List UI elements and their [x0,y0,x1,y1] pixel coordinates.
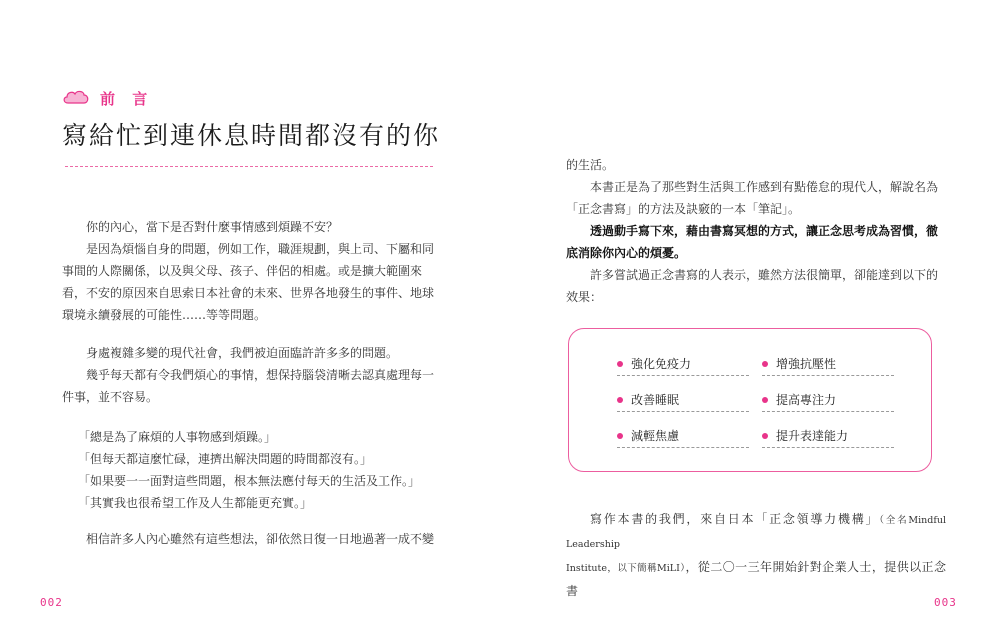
page-number: 003 [934,596,957,609]
text-line: 許多嘗試過正念書寫的人表示，雖然方法很簡單，卻能達到以下的 [590,268,939,282]
benefit-item: 提升表達能力 [762,427,897,457]
right-text-top [566,154,938,308]
text-line: 相信許多人內心雖然有這些想法，卻依然日復一日地過著一成不變 [86,532,435,546]
benefit-item: 改善睡眠 [617,391,752,421]
text-line: 的生活。 [566,158,615,172]
benefits-box [568,328,932,472]
bullet-icon [762,433,768,439]
page-title: 寫給忙到連休息時間都沒有的你 [62,121,441,150]
bullet-icon [762,361,768,367]
bullet-icon [617,361,623,367]
paragraph-2 [62,342,434,408]
quote-line: 「如果要一一面對這些問題，根本無法應付每天的生活及工作。」 [78,474,421,488]
text-line: 環境永續發展的可能性……等等問題。 [62,308,267,322]
benefit-item: 提高專注力 [762,391,897,421]
right-page [500,0,1000,642]
paragraph-3 [62,528,434,550]
text-line: 件事，並不容易。 [62,390,159,404]
quote-line: 「總是為了麻煩的人事物感到煩躁。」 [78,430,277,444]
bullet-icon [617,433,623,439]
right-text-bottom [566,508,946,602]
quote-line: 「但每天都這麼忙碌，連擠出解決問題的時間都沒有。」 [78,452,373,466]
text-line: Institute，以下簡稱MiLI），從二〇一三年開始針對企業人士，提供以正念書 [566,560,946,598]
text-line: 幾乎每天都有令我們煩心的事情，想保持腦袋清晰去認真處理每一 [86,368,435,382]
text-line: 是因為煩惱自身的問題，例如工作，職涯規劃，與上司、下屬和同 [86,242,435,256]
text-line: 效果： [566,290,603,304]
benefit-item: 增強抗壓性 [762,355,897,385]
quotes-block [78,426,438,514]
paragraph-1 [62,216,434,326]
section-label: 前 言 [100,90,154,108]
text-line: 身處複雜多變的現代社會，我們被迫面臨許許多多的問題。 [86,346,399,360]
text-line: 事間的人際關係，以及與父母、孩子、伴侶的相處。或是擴大範圍來 [62,264,423,278]
bullet-icon [762,397,768,403]
bullet-icon [617,397,623,403]
text-line: 你的內心，當下是否對什麼事情感到煩躁不安？ [86,220,339,234]
text-line: 看，不安的原因來自思索日本社會的未來、世界各地發生的事件、地球 [62,286,435,300]
highlight-line: 透過動手寫下來，藉由書寫冥想的方式，讓正念思考成為習慣，徹 [590,224,939,238]
text-line: 「正念書寫」的方法及訣竅的一本「筆記」。 [566,202,801,216]
text-line: 寫作本書的我們，來自日本「正念領導力機構」（全名Mindful Leadership [566,512,946,550]
benefit-item: 減輕焦慮 [617,427,752,457]
highlight-line: 底消除你內心的煩憂。 [566,246,687,260]
benefit-item: 強化免疫力 [617,355,752,385]
page-number: 002 [40,596,63,609]
quote-line: 「其實我也很希望工作及人生都能更充實。」 [78,496,313,510]
title-divider [65,166,433,167]
cloud-icon [62,89,90,105]
text-line: 本書正是為了那些對生活與工作感到有點倦怠的現代人，解說名為 [590,180,939,194]
